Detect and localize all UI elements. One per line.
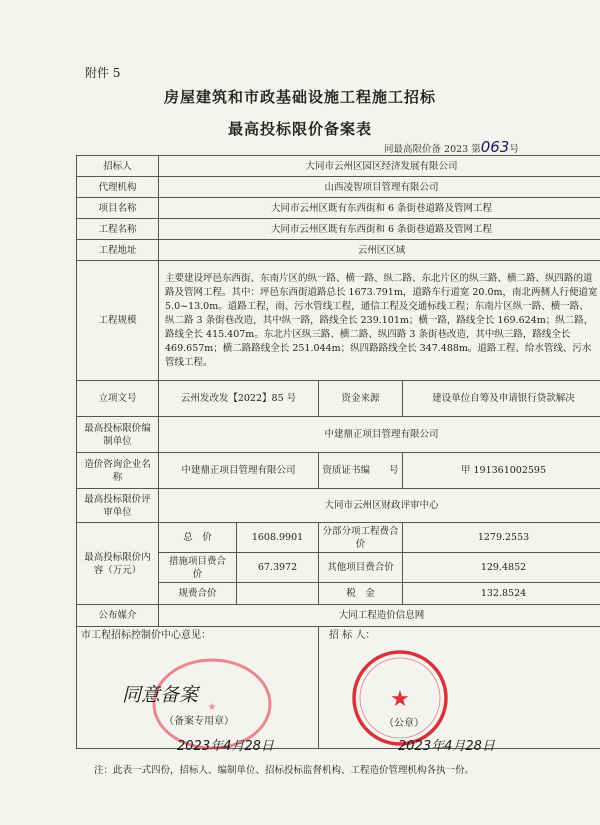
scope-label: 工程规模 [77, 261, 159, 381]
record-suffix: 号 [509, 144, 519, 155]
construction-name-value: 大同市云州区既有东西街和 6 条街巷道路及管网工程 [159, 219, 600, 240]
project-name-value: 大同市云州区既有东西街和 6 条街巷道路及管网工程 [159, 198, 600, 219]
tenderer-sign-date: 2023年4月28日 [398, 739, 495, 754]
handwritten-approval: 同意备案 [122, 684, 199, 706]
record-number-handwritten: 063 [480, 138, 510, 156]
approval-value: 云州发改发【2022】85 号 [159, 381, 319, 417]
media-value: 大同工程造价信息网 [159, 605, 600, 627]
sub-value: 1279.2553 [403, 523, 600, 553]
svg-text:★: ★ [390, 687, 410, 712]
cert-value: 甲 191361002595 [403, 453, 600, 489]
reviewer-value: 大同市云州区财政评审中心 [159, 489, 600, 523]
filing-stamp-note: （备案专用章） [164, 716, 234, 727]
other-value: 129.4852 [403, 553, 600, 583]
fund-label: 资金来源 [319, 381, 403, 417]
limit-label: 最高投标限价内容（万元） [77, 523, 159, 605]
fund-value: 建设单位自筹及申请银行贷款解决 [403, 381, 600, 417]
tenderer-label: 招标人 [77, 156, 159, 177]
tenderer-official-seal [350, 648, 450, 748]
measure-value: 67.3972 [237, 553, 319, 583]
media-label: 公布媒介 [77, 605, 159, 627]
location-label: 工程地址 [77, 240, 159, 261]
tax-value: 132.8524 [403, 583, 600, 605]
consult-value: 中建鼎正项目管理有限公司 [159, 453, 319, 489]
agency-label: 代理机构 [77, 177, 159, 198]
footnote: 注：此表一式四份，招标人、编制单位、招标投标监督机构、工程造价管理机构各执一份。 [94, 765, 475, 776]
project-name-label: 项目名称 [77, 198, 159, 219]
document-title: 房屋建筑和市政基础设施工程施工招标 [163, 88, 436, 106]
cert-label: 资质证书编 号 [319, 453, 403, 489]
center-sign-date: 2023年4月28日 [177, 739, 274, 754]
tenderer-value: 大同市云州区园区经济发展有限公司 [159, 156, 600, 177]
fee-label: 规费合价 [159, 583, 237, 605]
tax-label: 税 金 [319, 583, 403, 605]
other-label: 其他项目费合价 [319, 553, 403, 583]
record-prefix: 同最高限价备 2023 第 [384, 144, 481, 155]
construction-name-label: 工程名称 [77, 219, 159, 240]
scope-value: 主要建设坪邑东西街、东南片区的纵一路、横一路、纵二路、东北片区的纵三路、横二路、纵四路的道路及管网工程。其中：坪邑东西街道路总长 1673.791m，道路车行道宽 20.0m，南北两侧人行便道宽 5.0~13.0m。道路工程，雨、污水管线工程，通信工程及交通标线工程；东南片区纵一路、横一路、纵二路 3 条街巷改造，其中纵一路，路线全长 239.101m；横一路，路线全长 169.624m；纵二路，路线全长 415.407m。东北片区纵三路、横二路、纵四路 3 条街巷改造，其中纵三路，路线全长 469.657m；横二路路线全长 251.044m；纵四路路线全长 347.488m。道路工程、给水管线、污水管线工程。 [159, 261, 600, 381]
document-subtitle: 最高投标限价备案表 [227, 120, 372, 138]
attachment-label: 附件 5 [85, 66, 121, 80]
consult-label: 造价咨询企业名称 [77, 453, 159, 489]
measure-label: 措施项目费合 价 [159, 553, 237, 583]
fee-value [237, 583, 319, 605]
approval-label: 立项文号 [77, 381, 159, 417]
center-opinion-label: 市工程招标控制价中心意见： [81, 630, 211, 641]
total-value: 1608.9901 [237, 523, 319, 553]
total-label: 总 价 [159, 523, 237, 553]
svg-text:★: ★ [207, 702, 217, 713]
record-number [384, 138, 519, 156]
compiler-value: 中建鼎正项目管理有限公司 [159, 417, 600, 453]
reviewer-label: 最高投标限价评审单位 [77, 489, 159, 523]
sub-label: 分部分项工程费合价 [319, 523, 403, 553]
tenderer-sign-label: 招 标 人： [329, 630, 376, 641]
official-seal-note: （公章） [384, 718, 424, 729]
compiler-label: 最高投标限价编制单位 [77, 417, 159, 453]
agency-value: 山西凌智项目管理有限公司 [159, 177, 600, 198]
location-value: 云州区区域 [159, 240, 600, 261]
